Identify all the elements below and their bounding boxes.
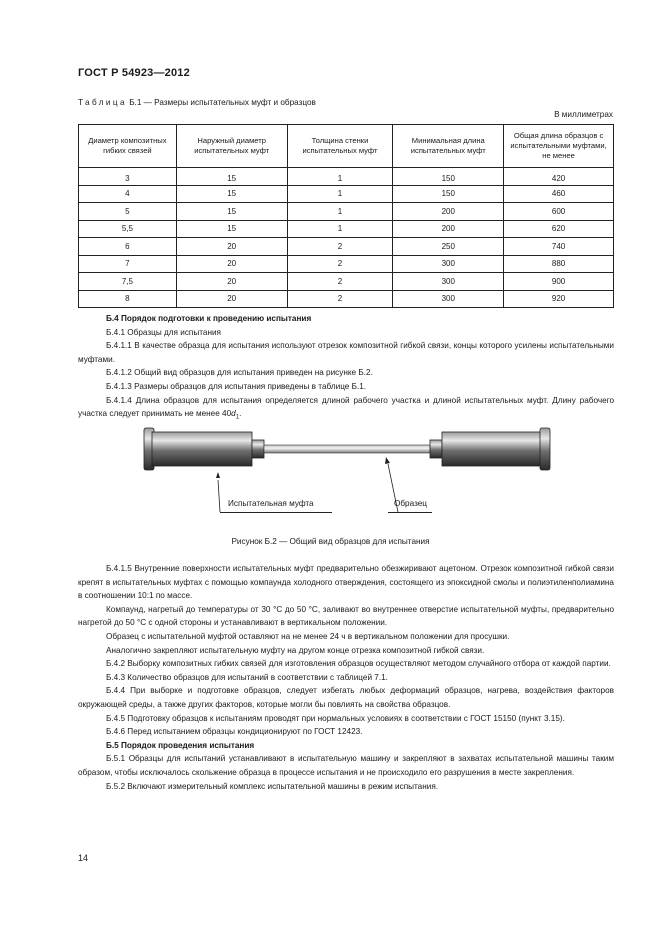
table-cell: 4: [79, 185, 177, 203]
table-cell: 8: [79, 290, 177, 308]
table-caption-text: Б.1 — Размеры испытательных муфт и образцов: [129, 98, 316, 107]
paragraph: Б.4.1.2 Общий вид образцов для испытания приведен на рисунке Б.2.: [106, 368, 373, 378]
left-sleeve-neck: [252, 440, 264, 458]
table-cell: 1: [287, 203, 393, 221]
paragraph: Б.5.2 Включают измерительный комплекс испытательной машины в режим испытания.: [106, 781, 439, 791]
table-cell: 300: [393, 273, 504, 291]
section-b4: [78, 312, 614, 425]
table-row: [79, 203, 614, 221]
paragraph: Б.4.1.5 Внутренние поверхности испытательных муфт предварительно обезжиривают ацетоном. Отрезок композитной гибкой связи крепят в испытательных муфтах с помощью компаунда холодного отверждения, состоящего из эпоксидной смолы и полиэтиленполиамина в соотношении 10:1 по массе.: [78, 564, 614, 601]
table-cell: 1: [287, 168, 393, 186]
table-cell: 20: [176, 290, 287, 308]
paragraph: Б.4.3 Количество образцов для испытаний в соответствии с таблицей 7.1.: [106, 672, 388, 682]
dimensions-table: [78, 124, 614, 308]
paragraph: Б.4.5 Подготовку образцов к испытаниям проводят при нормальных условиях в соответствии с ГОСТ 15150 (пункт 3.15).: [106, 713, 565, 723]
table-cell: 7: [79, 255, 177, 273]
arrow-specimen: [385, 457, 390, 464]
table-row: [79, 168, 614, 186]
table-cell: 1: [287, 220, 393, 238]
paragraph: Б.5.1 Образцы для испытаний устанавливают в испытательную машину и закрепляют в захватах испытательной машины таким образом, чтобы исключалось скольжение образца в процессе испытания и не происходило его разрушения в месте закрепления.: [78, 754, 614, 777]
specimen-rod: [264, 445, 430, 453]
paragraph: Б.4.2 Выборку композитных гибких связей для изготовления образцов осуществляют методом случайного отбора от каждой партии.: [106, 659, 611, 669]
paragraph: Б.4.4 При выборке и подготовке образцов, следует избегать любых деформаций образцов, нагрева, воздействия факторов окружающей среды, а также других факторов, которые могли бы повлиять на свойства образцов.: [78, 686, 614, 709]
column-header: Диаметр композитных гибких связей: [79, 125, 177, 168]
paragraph: Компаунд, нагретый до температуры от 30 °С до 50 °С, заливают во внутреннее отверстие испытательной муфты, предварительно нагретой до 50 °С с одной стороны и устанавливают в вертикальном положении.: [78, 604, 614, 628]
formula-subscript: 1: [235, 414, 240, 421]
figure-underline-sleeve: [220, 512, 332, 513]
figure-label-sleeve: Испытательная муфта: [228, 499, 314, 508]
table-caption-prefix: Таблица: [78, 98, 127, 107]
table-cell: 420: [504, 168, 614, 186]
column-header: Минимальная длина испытательных муфт: [393, 125, 504, 168]
table-cell: 300: [393, 255, 504, 273]
right-sleeve-neck: [430, 440, 442, 458]
table-row: [79, 255, 614, 273]
table-cell: 15: [176, 185, 287, 203]
table-cell: 200: [393, 220, 504, 238]
left-sleeve: [152, 432, 252, 466]
table-cell: 7,5: [79, 273, 177, 291]
section-heading: Б.4 Порядок подготовки к проведению испытания: [106, 314, 312, 323]
table-cell: 900: [504, 273, 614, 291]
leader-line-sleeve: [218, 480, 220, 512]
right-sleeve-end: [540, 428, 550, 470]
table-cell: 920: [504, 290, 614, 308]
table-caption: [78, 98, 316, 107]
section-b4-continued: [78, 562, 614, 793]
table-row: [79, 238, 614, 256]
section-heading: Б.5 Порядок проведения испытания: [106, 740, 255, 750]
table-cell: 20: [176, 238, 287, 256]
table-cell: 150: [393, 185, 504, 203]
table-cell: 15: [176, 203, 287, 221]
table-cell: 1: [287, 185, 393, 203]
table-cell: 460: [504, 185, 614, 203]
figure-underline-specimen: [388, 512, 432, 513]
page-number: 14: [78, 853, 89, 863]
formula-variable: d: [231, 409, 236, 419]
figure-caption: Рисунок Б.2 — Общий вид образцов для испытания: [231, 537, 430, 546]
table-cell: 880: [504, 255, 614, 273]
table-cell: 20: [176, 255, 287, 273]
table-cell: 5: [79, 203, 177, 221]
table-cell: 2: [287, 290, 393, 308]
paragraph: Б.4.1.3 Размеры образцов для испытания приведены в таблице Б.1.: [106, 381, 367, 391]
arrow-sleeve: [216, 472, 220, 478]
document-header: ГОСТ Р 54923—2012: [78, 67, 190, 79]
table-cell: 15: [176, 168, 287, 186]
paragraph: Б.4.1 Образцы для испытания: [106, 327, 221, 337]
specimen-figure: [136, 420, 556, 520]
table-row: [79, 273, 614, 291]
right-sleeve: [442, 432, 542, 466]
table-cell: 20: [176, 273, 287, 291]
table-cell: 150: [393, 168, 504, 186]
figure-label-specimen: Образец: [394, 499, 427, 508]
column-header: Толщина стенки испытательных муфт: [287, 125, 393, 168]
table-cell: 300: [393, 290, 504, 308]
paragraph: Аналогично закрепляют испытательную муфту на другом конце отрезка композитной гибкой связи.: [106, 645, 485, 655]
table-cell: 740: [504, 238, 614, 256]
table-cell: 5,5: [79, 220, 177, 238]
table-units: В миллиметрах: [554, 110, 613, 119]
table-cell: 620: [504, 220, 614, 238]
table-cell: 2: [287, 273, 393, 291]
table-cell: 2: [287, 238, 393, 256]
paragraph-text: Б.4.1.4 Длина образцов для испытания определяется длиной рабочего участка и длиной испытательных муфт. Длину рабочего участка следует принимать не менее 40: [78, 395, 614, 419]
column-header: Общая длина образцов с испытательными муфтами, не менее: [504, 125, 614, 168]
table-cell: 200: [393, 203, 504, 221]
paragraph: Б.4.1.1 В качестве образца для испытания используют отрезок композитной гибкой связи, концы которого усилены испытательными муфтами.: [78, 341, 614, 364]
table-row: [79, 290, 614, 308]
paragraph: Образец с испытательной муфтой оставляют на не менее 24 ч в вертикальном положении для просушки.: [106, 631, 510, 641]
table-row: [79, 185, 614, 203]
table-header-row: [79, 125, 614, 168]
table-cell: 2: [287, 255, 393, 273]
column-header: Наружный диаметр испытательных муфт: [176, 125, 287, 168]
table-row: [79, 220, 614, 238]
table-cell: 6: [79, 238, 177, 256]
paragraph: Б.4.6 Перед испытанием образцы кондиционируют по ГОСТ 12423.: [106, 727, 363, 737]
table-cell: 600: [504, 203, 614, 221]
table-cell: 250: [393, 238, 504, 256]
table-cell: 3: [79, 168, 177, 186]
paragraph-end: .: [239, 409, 242, 419]
table-cell: 15: [176, 220, 287, 238]
